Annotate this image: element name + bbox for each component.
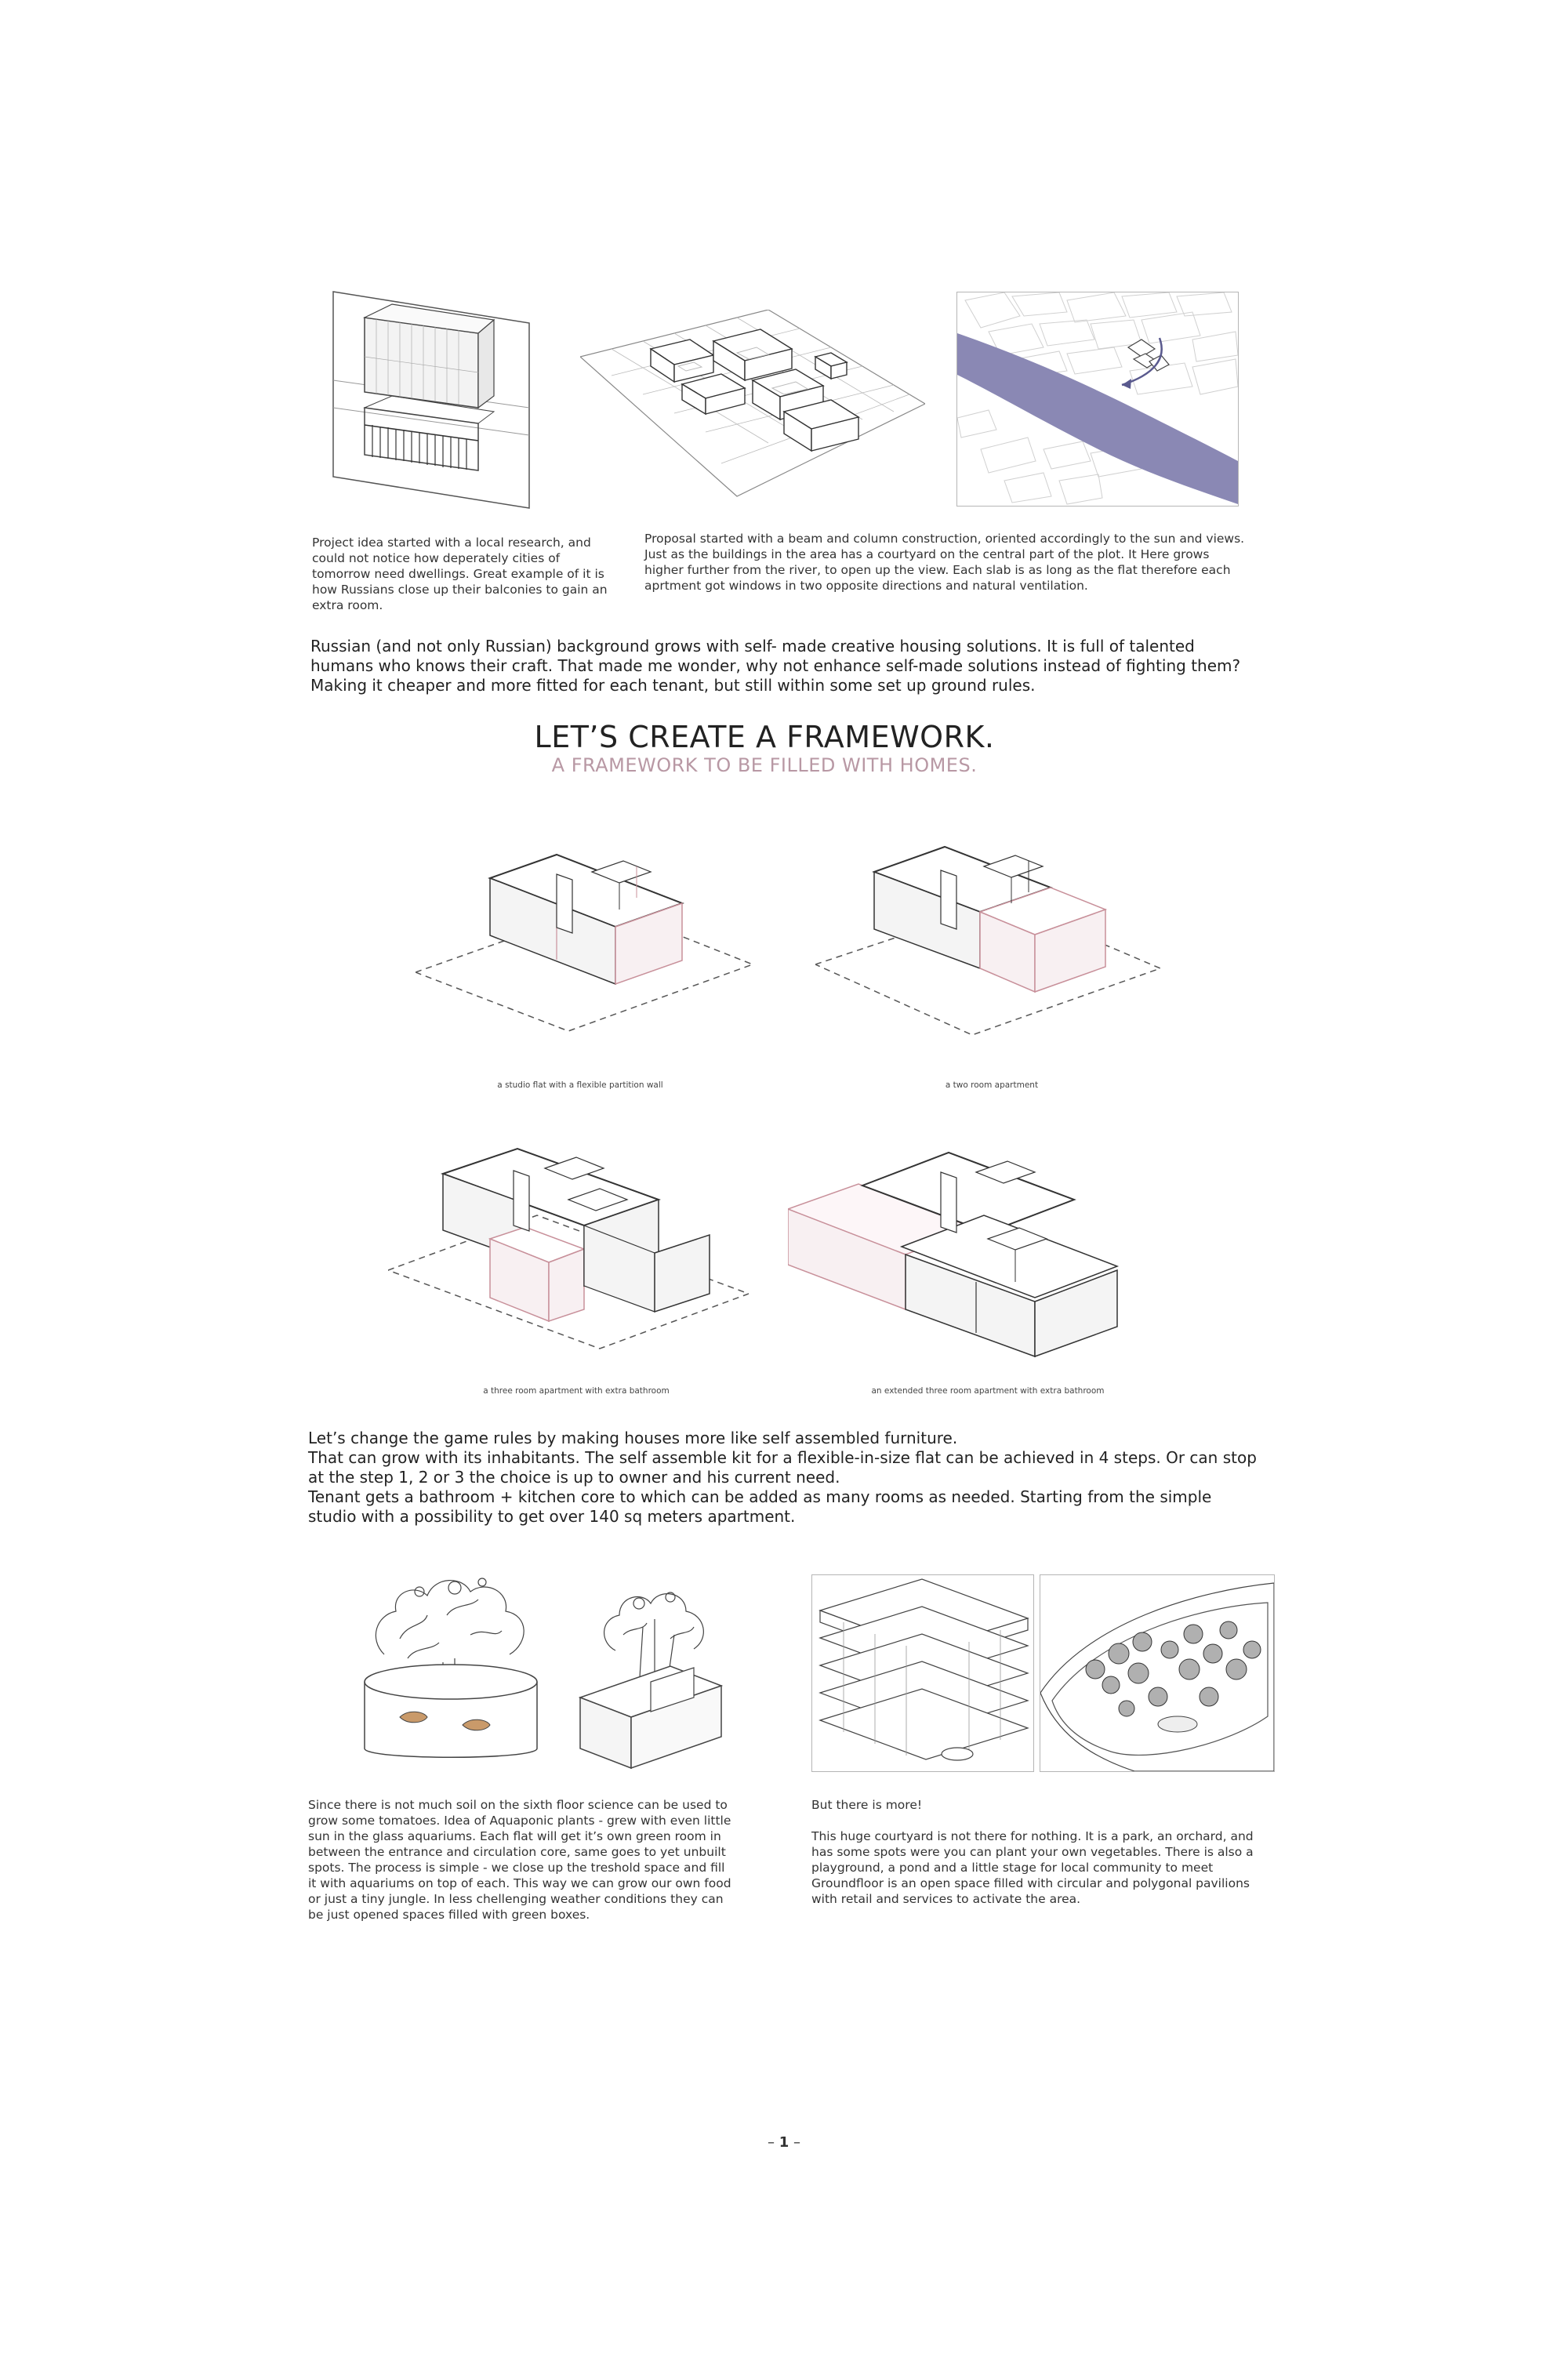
- page-number-dash-left: –: [768, 2134, 779, 2151]
- unit-caption: a studio flat with a flexible partition wall: [497, 1080, 663, 1090]
- courtyard-lead: But there is more!: [811, 1798, 923, 1812]
- two-room-drawing: [815, 823, 1160, 1039]
- planter-box-sketch: [568, 1580, 733, 1772]
- courtyard-text: This huge courtyard is not there for nothing. It is a park, an orchard, and has some spots were you can plant your own vegetables. There is also a playground, a pond and a little stage for local community to meet Groundfloor is an open space filled with circular and polygonal pavilions with retail and services to activate the area.: [811, 1829, 1254, 1906]
- page-number: [706, 2134, 862, 2151]
- rules-line-3: Tenant gets a bathroom + kitchen core to which can be added as many rooms as needed. Starting from the simple studio with a possibility to get over 140 sq meters apartment.: [308, 1487, 1212, 1526]
- headline-title: LET’S CREATE A FRAMEWORK.: [534, 720, 995, 754]
- aquarium-round-sketch: [353, 1568, 545, 1772]
- headline-subtitle: A FRAMEWORK TO BE FILLED WITH HOMES.: [551, 754, 978, 776]
- unit-caption: an extended three room apartment with extra bathroom: [871, 1386, 1105, 1396]
- studio-flat-drawing: [416, 823, 753, 1035]
- rules-line-2: That can grow with its inhabitants. The self assemble kit for a flexible-in-size flat can be achieved in 4 steps. Or can stop at the step 1, 2 or 3 the choice is up to owner and his current need.: [308, 1448, 1257, 1487]
- page-number-value: 1: [779, 2134, 789, 2151]
- site-map: [956, 292, 1239, 507]
- intro-paragraph: Russian (and not only Russian) background grows with self- made creative housing solutions. It is full of talented humans who knows their craft. That made me wonder, why not enhance self-made solutions instead of fighting them? Making it cheaper and more fitted for each tenant, but still within some set up ground rules.: [310, 637, 1241, 695]
- slab-building-panel: [811, 1574, 1034, 1772]
- aquaponics-text: Since there is not much soil on the sixth floor science can be used to grow some tomatoes. Idea of Aquaponic plants - grew with even little sun in the glass aquariums. Each flat will get it’s own green room in between the entrance and circulation core, same goes to yet unbuilt spots. The process is simple - we close up the treshold space and fill it with aquariums on top of each. This way we can grow our own food or just a tiny jungle. In less chellenging weather conditions they can be just opened spaces filled with green boxes.: [308, 1798, 731, 1922]
- unit-caption: a three room apartment with extra bathroom: [483, 1386, 670, 1396]
- extended-three-room-drawing: [788, 1121, 1164, 1360]
- research-text: Project idea started with a local research, and could not notice how deperately cities of tomorrow need dwellings. Great example of it is how Russians close up their balconies to gain an extra room.: [312, 536, 608, 612]
- rules-line-1: Let’s change the game rules by making houses more like self assembled furniture.: [308, 1429, 958, 1447]
- plot-axonometric: [580, 310, 925, 498]
- unit-caption: a two room apartment: [945, 1080, 1039, 1090]
- three-room-drawing: [388, 1125, 749, 1353]
- page-number-dash-right: –: [789, 2134, 800, 2151]
- balcony-sketch: [329, 290, 533, 510]
- courtyard-park-panel: [1040, 1574, 1275, 1772]
- proposal-text: Proposal started with a beam and column construction, oriented accordingly to the sun and views. Just as the buildings in the area has a courtyard on the central part of the plot. It Here grows higher further from the river, to open up the view. Each slab is as long as the flat therefore each aprtment got windows in two opposite directions and natural ventilation.: [644, 532, 1245, 593]
